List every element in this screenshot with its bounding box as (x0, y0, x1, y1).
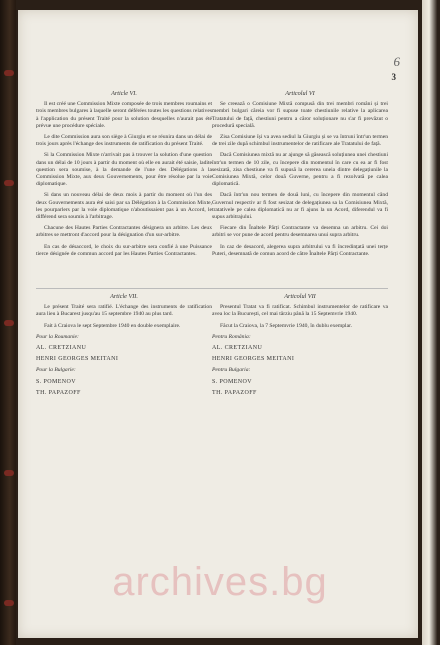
article-vi-french (36, 90, 212, 262)
binding-thread (4, 70, 14, 76)
paragraph: Zisa Comisiune își va avea sediul la Giurgiu și se va întruni într'un termen de trei zile după schimbul instrumentelor de ratificare ale Tratatului de față. (212, 134, 388, 148)
article-heading: Articolul VI (285, 90, 315, 97)
signatory-name: S. POMENOV (212, 378, 253, 385)
binding-thread (4, 320, 14, 326)
handwritten-page-number: 6 (393, 54, 400, 69)
paragraph: Chacune des Hautes Parties Contractantes désignera un arbitre. Les deux arbitres se mettront d'accord pour la désignation d'un sur-arbitre. (36, 225, 212, 239)
binding-thread (4, 470, 14, 476)
signatory-name: HENRI GEORGES MEITANI (212, 356, 295, 363)
signatory-name: TH. PAPAZOFF (212, 389, 257, 396)
article-vi-romanian (212, 90, 388, 262)
paragraph: Se creează o Comisiune Mixtă compusă din trei membri români și trei membri bulgari căreia vor fi supuse toate chestiunile relative la aplicarea Tratatului de față, chestiuni pentru a căror soluționare nu s'ar fi prevăzut o procedură specială. (212, 101, 388, 129)
book-binding (0, 0, 16, 645)
archive-watermark: archives.bg (112, 560, 328, 604)
paragraph: Fait à Craiova le sept Septembre 1940 en double exemplaire. (44, 322, 181, 329)
section-divider (36, 288, 388, 289)
paragraph: In caz de desacord, alegerea supra arbitrului va fi încredințată unei terțe Puteri, desemnată de comun acord de către Înaltele Părți Contractante. (212, 243, 388, 257)
paragraph: Dacă Comisiunea mixtă nu ar ajunge să găsească soluțiunea unei chestiuni într'un termen de 10 zile, cu începere din momentul în care cu ea ar fi fost sesizată, zisa chestiune va fi supusă la cererea uneia dintre delegațiunile la Comisiunea Mixtă, celor două Guverne, pentru a fi rezolvată pe calea diplomatică. (212, 152, 388, 188)
cover-edge (422, 0, 440, 645)
paragraph: Si la Commission Mixte n'arrivait pas à trouver la solution d'une question dans un délai de 10 jours à partir du moment où elle en aurait été saisie, ladite question sera soumise, à la demande de l'une des Délégations à la Commission Mixte, aux deux Gouvernements, pour être résolue par la voie diplomatique. (36, 152, 212, 188)
signatory-name: HENRI GEORGES MEITANI (36, 356, 119, 363)
paragraph: Il est créé une Commission Mixte composée de trois membres roumains et trois membres bulgares à laquelle seront déférées toutes les questions relatives à l'application du présent Traité pour la solution desquelles n'aurait pas été prévue une procédure spéciale. (36, 101, 212, 129)
article-vii-french (36, 293, 212, 401)
signatory-label-romania: Pentru România: (212, 333, 251, 340)
paragraph: Le dite Commission aura son siège à Giurgiu et se réunira dans un délai de trois jours après l'échange des instruments de ratification du présent Traité. (36, 134, 212, 148)
article-heading: Article VI. (111, 90, 137, 97)
article-heading: Articolul VII (284, 293, 316, 300)
signatory-label-romania: Pour la Roumanie: (36, 333, 79, 340)
paragraph: Si dans un nouveau délai de deux mois à partir du moment où l'un des deux Gouvernements aura été saisi par sa Délégation à la Commission Mixte, les pourparlers par la voie diplomatique n'aboutissaient pas à un Accord, le différend sera soumis à l'arbitrage. (36, 192, 212, 221)
bottom-edge (18, 638, 418, 645)
binding-thread (4, 180, 14, 186)
printed-page-number: 3 (391, 72, 396, 82)
paragraph: Făcut la Craiova, la 7 Septemvrie 1940, în dublu exemplar. (220, 322, 353, 329)
signatory-name: TH. PAPAZOFF (36, 389, 81, 396)
signatory-name: AL. CRETZIANU (36, 345, 87, 352)
article-heading: Article VII. (110, 293, 138, 300)
article-vii-romanian (212, 293, 388, 401)
paragraph: En cas de désaccord, le choix du sur-arbitre sera confié à une Puissance tierce désignée de commun accord par les Hautes Parties Contractantes. (36, 243, 212, 257)
signatory-name: S. POMENOV (36, 378, 77, 385)
paragraph: Presentul Tratat va fi ratificat. Schimbul instrumentelor de ratificare va avea loc la București, cel mai târziu până la 15 Septemvrie 1940. (212, 304, 388, 318)
signatory-name: AL. CRETZIANU (212, 345, 263, 352)
signatory-label-bulgaria: Pour la Bulgarie: (36, 367, 76, 374)
paragraph: Dacă într'un nou termen de două luni, cu începere din momentul când Guvernul respectiv ar fi fost sesizat de delegațiunea sa la Comisiunea Mixtă, tratativele pe calea diplomatică nu ar fi ajuns la un Acord, diferendul va fi supus arbitrajului. (212, 192, 388, 221)
paragraph: Le présent Traité sera ratifié. L'échange des instruments de ratification aura lieu à Bucarest jusqu'au 15 septembre 1940 au plus tard. (36, 304, 212, 318)
signatory-label-bulgaria: Pentru Bulgaria: (212, 367, 251, 374)
paragraph: Fiecare din Înaltele Părți Contractante va desemna un arbitru. Cei doi arbitri se vor pune de acord pentru desemnarea unui supra arbitru. (212, 225, 388, 239)
